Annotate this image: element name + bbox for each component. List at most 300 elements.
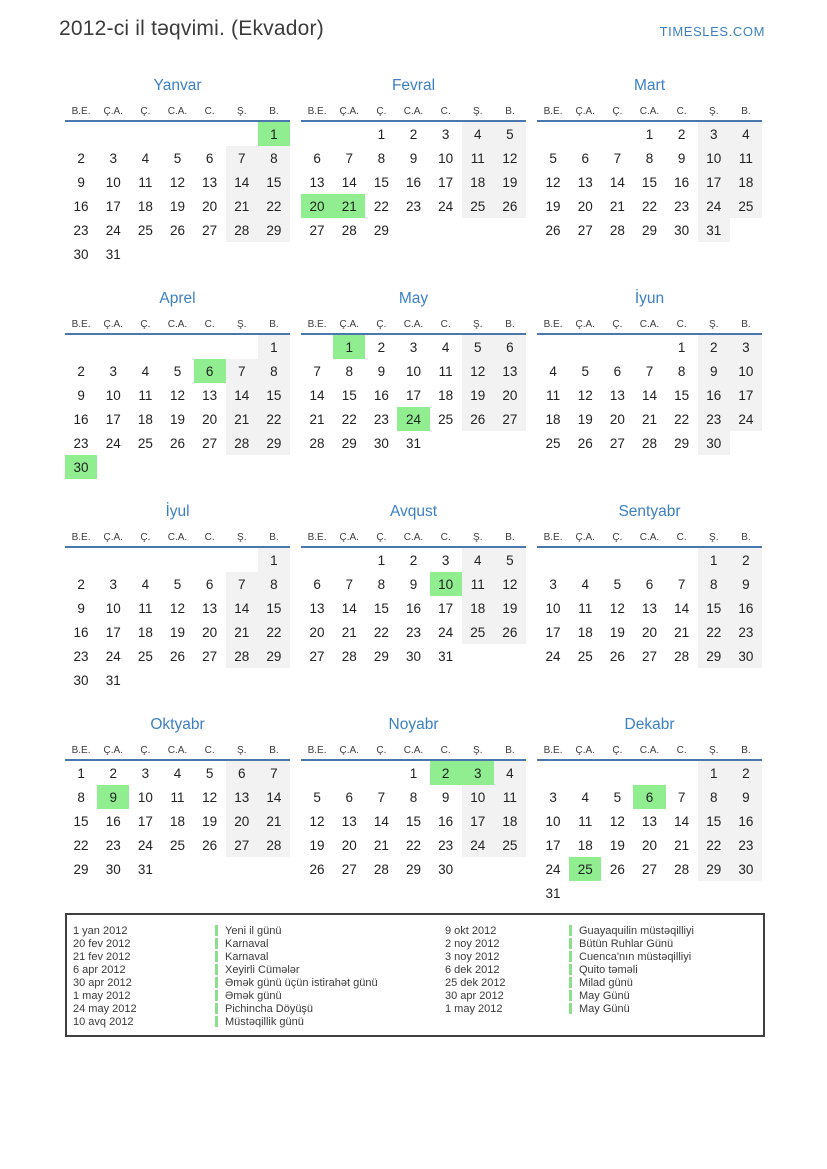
day-cell: 5	[494, 121, 526, 146]
weekday-header: C.	[676, 319, 687, 330]
empty-cell	[730, 431, 762, 455]
holiday-tick-icon	[569, 977, 572, 988]
day-cell: 24	[105, 435, 121, 451]
day-cell: 3	[409, 339, 418, 355]
day-cell: 1	[333, 334, 365, 359]
weekday-header: Ç.A.	[103, 319, 123, 330]
month-calendar	[301, 501, 526, 714]
day-cell: 3	[109, 150, 117, 166]
day-cell: 17	[105, 411, 121, 427]
month-title[interactable]: İyul	[165, 503, 190, 520]
day-cell: 16	[438, 813, 454, 829]
month-calendar	[65, 501, 290, 714]
weekday-header: Ç.A.	[339, 319, 359, 330]
empty-cell	[494, 644, 526, 668]
holiday-name: Yeni il günü	[225, 924, 282, 937]
weekday-header: Ç.	[376, 745, 387, 756]
month-grid	[65, 738, 290, 881]
month-grid	[537, 525, 762, 668]
day-cell: 31	[405, 435, 421, 451]
day-cell: 22	[258, 194, 290, 218]
month-grid	[537, 99, 762, 242]
day-cell: 14	[341, 600, 357, 616]
day-cell: 13	[309, 600, 325, 616]
day-cell: 23	[105, 837, 121, 853]
day-cell: 23	[73, 435, 89, 451]
day-cell: 16	[73, 411, 89, 427]
day-cell: 10	[105, 174, 121, 190]
empty-cell	[430, 431, 462, 455]
day-cell: 15	[674, 387, 690, 403]
weekday-header: Ş.	[237, 532, 247, 543]
day-cell: 27	[226, 833, 258, 857]
day-cell: 10	[545, 600, 561, 616]
day-cell: 5	[581, 363, 589, 379]
weekday-header: Ç.A.	[339, 106, 359, 117]
month-title[interactable]: Oktyabr	[150, 716, 205, 733]
month-title[interactable]: İyun	[634, 290, 665, 307]
day-cell: 6	[313, 150, 321, 166]
month-title[interactable]: Dekabr	[624, 716, 675, 733]
month-title[interactable]: Aprel	[159, 290, 196, 307]
holiday-date: 20 fev 2012	[73, 937, 131, 950]
day-cell: 12	[609, 813, 625, 829]
day-cell: 10	[698, 146, 730, 170]
empty-cell	[129, 121, 161, 146]
day-cell: 18	[137, 624, 153, 640]
month-title[interactable]: Avqust	[389, 503, 438, 520]
empty-cell	[601, 547, 633, 572]
day-cell: 3	[698, 121, 730, 146]
weekday-header: Ç.A.	[575, 106, 595, 117]
day-cell: 31	[105, 672, 121, 688]
holiday-date: 25 dek 2012	[445, 976, 506, 989]
day-cell: 26	[169, 648, 185, 664]
day-cell: 3	[730, 334, 762, 359]
day-cell: 3	[109, 576, 117, 592]
day-cell: 13	[577, 174, 593, 190]
day-cell: 17	[105, 624, 121, 640]
day-cell: 13	[309, 174, 325, 190]
weekday-header: C.	[204, 532, 215, 543]
day-cell: 2	[77, 576, 85, 592]
months-grid	[65, 75, 762, 927]
day-cell: 10	[430, 572, 462, 596]
day-cell: 11	[462, 146, 494, 170]
empty-cell	[129, 334, 161, 359]
weekday-header: Ç.A.	[575, 319, 595, 330]
holiday-date: 30 apr 2012	[73, 976, 132, 989]
day-cell: 19	[169, 624, 185, 640]
weekday-header: Ş.	[237, 319, 247, 330]
day-cell: 17	[438, 174, 454, 190]
day-cell: 4	[549, 363, 557, 379]
day-cell: 27	[309, 222, 325, 238]
day-cell: 25	[438, 411, 454, 427]
day-cell: 3	[109, 363, 117, 379]
month-grid	[537, 312, 762, 455]
weekday-header: B.E.	[71, 106, 91, 117]
holiday-legend	[65, 913, 765, 1037]
day-cell: 30	[105, 861, 121, 877]
day-cell: 13	[202, 387, 218, 403]
day-cell: 6	[633, 785, 665, 809]
month-grid	[301, 99, 526, 242]
day-cell: 5	[205, 765, 214, 781]
month-calendar	[537, 714, 762, 927]
weekday-header: B.E.	[543, 532, 563, 543]
day-cell: 2	[109, 765, 117, 781]
day-cell: 30	[438, 861, 454, 877]
day-cell: 4	[494, 760, 526, 785]
empty-cell	[537, 547, 569, 572]
empty-cell	[161, 121, 193, 146]
month-calendar	[301, 288, 526, 501]
empty-cell	[97, 547, 129, 572]
holiday-tick-icon	[569, 951, 572, 962]
day-cell: 13	[609, 387, 625, 403]
empty-cell	[161, 857, 193, 881]
holiday-date: 21 fev 2012	[73, 950, 131, 963]
weekday-header: Ç.	[376, 532, 387, 543]
day-cell: 12	[169, 387, 185, 403]
day-cell: 17	[462, 809, 494, 833]
empty-cell	[601, 881, 633, 905]
day-cell: 17	[545, 837, 561, 853]
holiday-name: Pichincha Döyüşü	[225, 1002, 314, 1015]
day-cell: 4	[581, 576, 589, 592]
empty-cell	[601, 760, 633, 785]
day-cell: 10	[545, 813, 561, 829]
day-cell: 21	[674, 837, 690, 853]
holiday-name: Guayaquilin müstəqilliyi	[579, 924, 694, 937]
empty-cell	[494, 431, 526, 455]
weekday-header: Ç.A.	[575, 745, 595, 756]
legend-row	[445, 989, 763, 1002]
day-cell: 11	[462, 572, 494, 596]
day-cell: 25	[545, 435, 561, 451]
legend-row	[73, 989, 445, 1002]
empty-cell	[633, 760, 665, 785]
day-cell: 11	[578, 813, 593, 829]
day-cell: 14	[373, 813, 389, 829]
day-cell: 31	[105, 246, 121, 262]
day-cell: 21	[226, 407, 258, 431]
empty-cell	[161, 334, 193, 359]
weekday-header: Ç.	[376, 319, 387, 330]
day-cell: 6	[645, 576, 654, 592]
holiday-name: Cuenca'nın müstəqilliyi	[579, 950, 692, 963]
day-cell: 14	[641, 387, 657, 403]
day-cell: 17	[730, 383, 762, 407]
day-cell: 24	[698, 194, 730, 218]
day-cell: 9	[441, 789, 450, 805]
day-cell: 23	[438, 837, 454, 853]
day-cell: 5	[462, 334, 494, 359]
day-cell: 29	[698, 644, 730, 668]
holiday-tick-icon	[215, 938, 218, 949]
day-cell: 29	[258, 431, 290, 455]
empty-cell	[226, 857, 258, 881]
day-cell: 3	[141, 765, 150, 781]
day-cell: 29	[258, 218, 290, 242]
day-cell: 9	[377, 363, 386, 379]
day-cell: 10	[438, 150, 454, 166]
day-cell: 15	[258, 170, 290, 194]
day-cell: 4	[441, 339, 450, 355]
holiday-tick-icon	[215, 951, 218, 962]
holiday-date: 1 yan 2012	[73, 924, 128, 937]
day-cell: 11	[170, 789, 185, 805]
day-cell: 20	[341, 837, 357, 853]
weekday-header: B.	[269, 319, 279, 330]
day-cell: 17	[405, 387, 421, 403]
day-cell: 18	[577, 624, 593, 640]
month-title[interactable]: Sentyabr	[618, 503, 681, 520]
month-title[interactable]: Noyabr	[388, 716, 439, 733]
day-cell: 22	[698, 833, 730, 857]
day-cell: 8	[698, 785, 730, 809]
empty-cell	[194, 547, 226, 572]
day-cell: 31	[698, 218, 730, 242]
day-cell: 15	[641, 174, 657, 190]
month-title[interactable]: Yanvar	[153, 77, 202, 94]
empty-cell	[666, 760, 698, 785]
empty-cell	[161, 547, 193, 572]
day-cell: 11	[138, 174, 153, 190]
day-cell: 23	[730, 620, 762, 644]
day-cell: 6	[494, 334, 526, 359]
empty-cell	[129, 455, 161, 479]
holiday-name: Quito təməli	[579, 963, 638, 976]
weekday-header: B.E.	[71, 319, 91, 330]
day-cell: 1	[409, 765, 418, 781]
day-cell: 16	[405, 600, 421, 616]
day-cell: 24	[137, 837, 153, 853]
empty-cell	[698, 881, 730, 905]
legend-column-left	[73, 924, 445, 1035]
weekday-header: B.	[741, 319, 751, 330]
day-cell: 14	[674, 600, 690, 616]
day-cell: 25	[577, 648, 593, 664]
day-cell: 12	[309, 813, 325, 829]
day-cell: 26	[202, 837, 218, 853]
day-cell: 21	[226, 620, 258, 644]
day-cell: 13	[341, 813, 357, 829]
day-cell: 6	[313, 576, 321, 592]
day-cell: 3	[549, 789, 557, 805]
weekday-header: Ç.A.	[339, 532, 359, 543]
empty-cell	[161, 668, 193, 692]
legend-row	[445, 976, 763, 989]
day-cell: 12	[577, 387, 593, 403]
day-cell: 20	[577, 198, 593, 214]
empty-cell	[633, 881, 665, 905]
day-cell: 21	[333, 194, 365, 218]
day-cell: 5	[173, 363, 182, 379]
empty-cell	[494, 218, 526, 242]
day-cell: 13	[494, 359, 526, 383]
legend-row	[445, 963, 763, 976]
holiday-tick-icon	[569, 938, 572, 949]
day-cell: 19	[309, 837, 325, 853]
day-cell: 18	[137, 198, 153, 214]
month-calendar	[301, 714, 526, 927]
day-cell: 8	[677, 363, 686, 379]
weekday-header: Ş.	[237, 106, 247, 117]
day-cell: 26	[494, 194, 526, 218]
day-cell: 10	[105, 600, 121, 616]
weekday-header: C.A.	[167, 319, 188, 330]
day-cell: 2	[698, 334, 730, 359]
empty-cell	[301, 760, 333, 785]
day-cell: 20	[641, 624, 657, 640]
empty-cell	[666, 547, 698, 572]
day-cell: 8	[645, 150, 654, 166]
empty-cell	[601, 121, 633, 146]
month-title[interactable]: May	[398, 290, 429, 307]
day-cell: 23	[405, 624, 421, 640]
day-cell: 8	[258, 146, 290, 170]
day-cell: 19	[462, 383, 494, 407]
day-cell: 28	[674, 648, 690, 664]
holiday-date: 2 noy 2012	[445, 937, 500, 950]
holiday-tick-icon	[569, 925, 572, 936]
month-title[interactable]: Fevral	[391, 77, 436, 94]
day-cell: 23	[405, 198, 421, 214]
holiday-tick-icon	[215, 964, 218, 975]
day-cell: 28	[341, 648, 357, 664]
day-cell: 14	[341, 174, 357, 190]
day-cell: 3	[462, 760, 494, 785]
day-cell: 27	[202, 222, 218, 238]
day-cell: 7	[645, 363, 654, 379]
day-cell: 25	[730, 194, 762, 218]
day-cell: 7	[226, 359, 258, 383]
day-cell: 15	[373, 174, 389, 190]
day-cell: 6	[226, 760, 258, 785]
day-cell: 4	[173, 765, 182, 781]
empty-cell	[129, 668, 161, 692]
day-cell: 27	[577, 222, 593, 238]
day-cell: 20	[641, 837, 657, 853]
day-cell: 28	[226, 218, 258, 242]
weekday-header: C.A.	[167, 532, 188, 543]
day-cell: 15	[373, 600, 389, 616]
day-cell: 11	[546, 387, 561, 403]
day-cell: 2	[377, 339, 386, 355]
empty-cell	[633, 547, 665, 572]
weekday-header: Ş.	[709, 319, 719, 330]
day-cell: 12	[545, 174, 561, 190]
day-cell: 26	[609, 861, 625, 877]
holiday-name: May Günü	[579, 989, 630, 1002]
empty-cell	[226, 121, 258, 146]
day-cell: 2	[77, 150, 85, 166]
empty-cell	[97, 121, 129, 146]
day-cell: 8	[258, 572, 290, 596]
site-link[interactable]: TIMESLES.COM	[659, 24, 765, 39]
empty-cell	[569, 121, 601, 146]
day-cell: 17	[698, 170, 730, 194]
day-cell: 22	[258, 407, 290, 431]
day-cell: 30	[373, 435, 389, 451]
day-cell: 19	[202, 813, 218, 829]
day-cell: 19	[494, 170, 526, 194]
day-cell: 20	[609, 411, 625, 427]
day-cell: 22	[641, 198, 657, 214]
legend-row	[73, 924, 445, 937]
holiday-name: May Günü	[579, 1002, 630, 1015]
day-cell: 5	[173, 150, 182, 166]
day-cell: 6	[345, 789, 353, 805]
day-cell: 4	[462, 121, 494, 146]
day-cell: 18	[169, 813, 185, 829]
day-cell: 30	[698, 431, 730, 455]
weekday-header: B.E.	[71, 532, 91, 543]
weekday-header: Ç.A.	[103, 745, 123, 756]
day-cell: 2	[677, 126, 686, 142]
month-calendar	[537, 288, 762, 501]
day-cell: 9	[77, 387, 85, 403]
empty-cell	[65, 334, 97, 359]
weekday-header: Ş.	[709, 745, 719, 756]
day-cell: 5	[613, 789, 622, 805]
day-cell: 10	[730, 359, 762, 383]
day-cell: 26	[169, 435, 185, 451]
day-cell: 29	[341, 435, 357, 451]
day-cell: 1	[377, 126, 386, 142]
day-cell: 27	[202, 648, 218, 664]
weekday-header: C.	[676, 745, 687, 756]
day-cell: 22	[373, 624, 389, 640]
month-title[interactable]: Mart	[634, 77, 665, 94]
day-cell: 20	[494, 383, 526, 407]
empty-cell	[569, 881, 601, 905]
day-cell: 21	[341, 624, 357, 640]
weekday-header: C.A.	[403, 532, 424, 543]
day-cell: 27	[341, 861, 357, 877]
weekday-header: B.E.	[543, 745, 563, 756]
day-cell: 24	[438, 198, 454, 214]
day-cell: 20	[301, 194, 333, 218]
day-cell: 7	[226, 572, 258, 596]
weekday-header: B.E.	[71, 745, 91, 756]
day-cell: 29	[405, 861, 421, 877]
day-cell: 26	[494, 620, 526, 644]
day-cell: 28	[609, 222, 625, 238]
day-cell: 23	[674, 198, 690, 214]
day-cell: 1	[258, 121, 290, 146]
weekday-header: C.A.	[639, 106, 660, 117]
day-cell: 7	[313, 363, 321, 379]
day-cell: 2	[730, 760, 762, 785]
day-cell: 26	[309, 861, 325, 877]
day-cell: 28	[226, 644, 258, 668]
day-cell: 9	[409, 150, 418, 166]
day-cell: 1	[377, 552, 386, 568]
day-cell: 1	[258, 334, 290, 359]
day-cell: 15	[698, 596, 730, 620]
day-cell: 14	[226, 596, 258, 620]
day-cell: 22	[258, 620, 290, 644]
day-cell: 6	[194, 359, 226, 383]
day-cell: 24	[462, 833, 494, 857]
day-cell: 28	[309, 435, 325, 451]
day-cell: 18	[462, 170, 494, 194]
month-calendar	[537, 501, 762, 714]
day-cell: 16	[674, 174, 690, 190]
